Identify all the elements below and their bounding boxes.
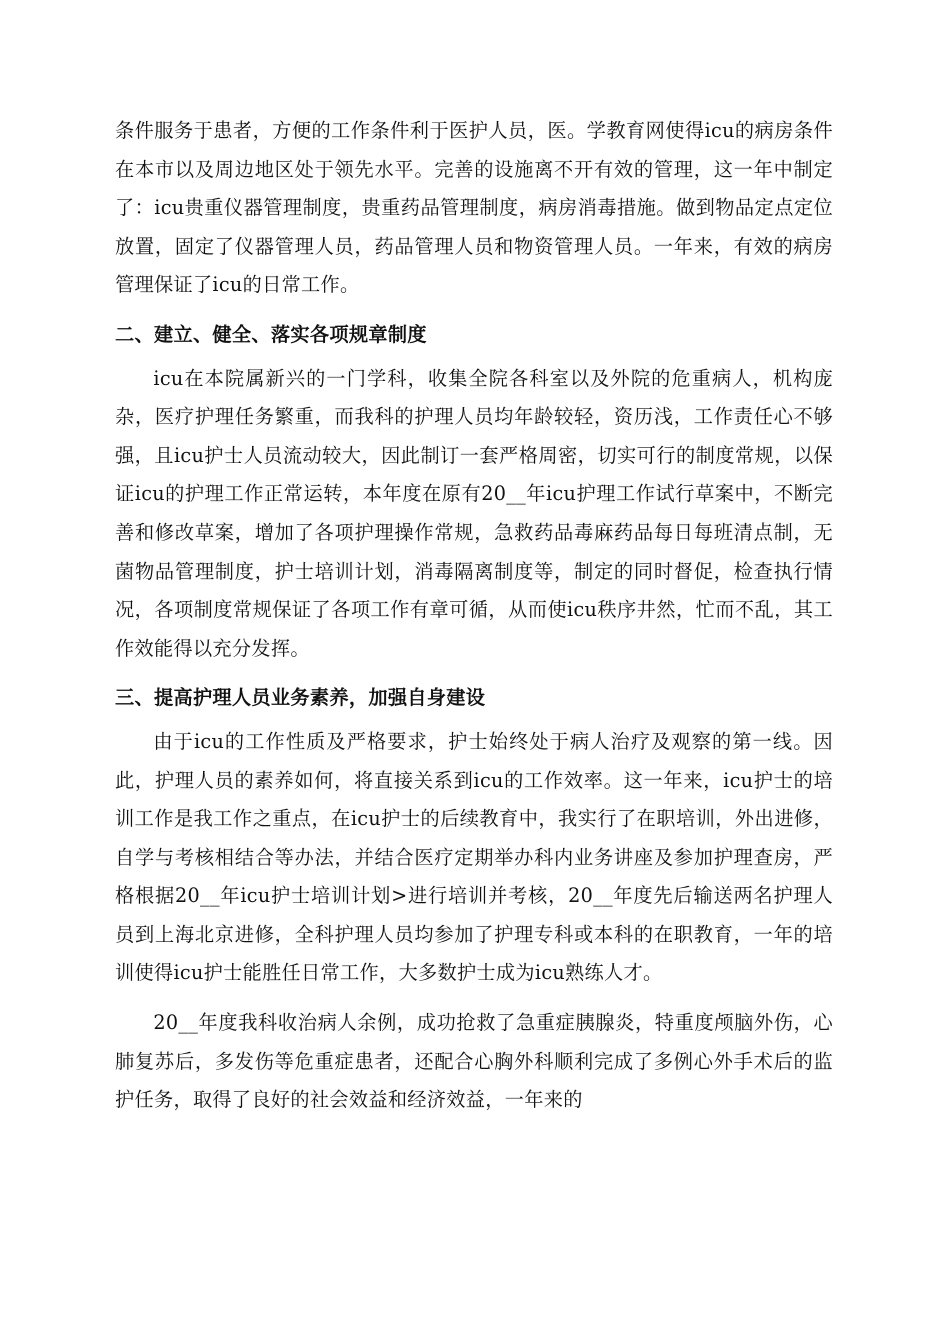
section-heading-staff-training: 三、提高护理人员业务素养，加强自身建设 xyxy=(115,686,486,710)
section-heading-regulations: 二、建立、健全、落实各项规章制度 xyxy=(115,322,427,346)
body-paragraph-ward-management: 条件服务于患者，方便的工作条件利于医护人员，医。学教育网使得icu的病房条件在本市以及周边地区处于领先水平。完善的设施离不开有效的管理，这一年中制定了：icu贵重仪器管理制度，贵重药品管理制度，病房消毒措施。做到物品定点定位放置，固定了仪器管理人员，药品管理人员和物资管理人员。一年来，有效的病房管理保证了icu的日常工作。 xyxy=(115,119,833,297)
body-paragraph-staff-training: 由于icu的工作性质及严格要求，护士始终处于病人治疗及观察的第一线。因此，护理人员的素养如何，将直接关系到icu的工作效率。这一年来，icu护士的培训工作是我工作之重点，在icu护士的后续教育中，我实行了在职培训，外出进修，自学与考核相结合等办法，并结合医疗定期举办科内业务讲座及参加护理查房，严格根据20__年icu护士培训计划>进行培训并考核，20__年度先后输送两名护理人员到上海北京进修，全科护理人员均参加了护理专科或本科的在职教育，一年的培训使得icu护士能胜任日常工作，大多数护士成为icu熟练人才。 xyxy=(115,729,833,985)
body-paragraph-regulations: icu在本院属新兴的一门学科，收集全院各科室以及外院的危重病人，机构庞杂，医疗护理任务繁重，而我科的护理人员均年龄较轻，资历浅，工作责任心不够强，且icu护士人员流动较大，因此制订一套严格周密，切实可行的制度常规，以保证icu的护理工作正常运转，本年度在原有20__年icu护理工作试行草案中，不断完善和修改草案，增加了各项护理操作常规，急救药品毒麻药品每日每班清点制，无菌物品管理制度，护士培训计划，消毒隔离制度等，制定的同时督促，检查执行情况，各项制度常规保证了各项工作有章可循，从而使icu秩序井然，忙而不乱，其工作效能得以充分发挥。 xyxy=(115,366,833,660)
document-page xyxy=(115,112,833,1120)
body-paragraph-annual-results: 20__年度我科收治病人余例，成功抢救了急重症胰腺炎，特重度颅脑外伤，心肺复苏后，多发伤等危重症患者，还配合心胸外科顺利完成了多例心外手术后的监护任务，取得了良好的社会效益和经济效益，一年来的 xyxy=(115,1011,833,1112)
